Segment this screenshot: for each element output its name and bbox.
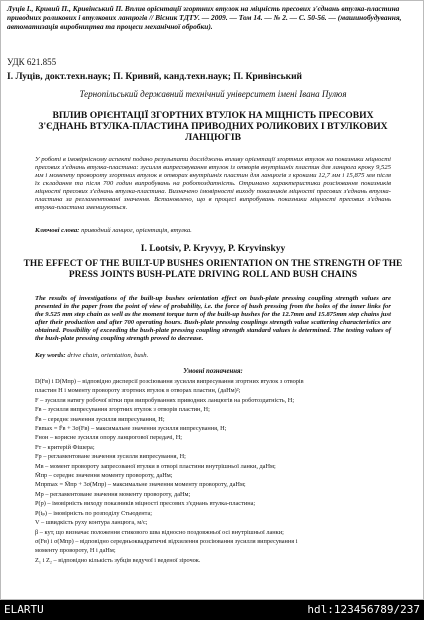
notation-line: V – швидкiсть руху контура ланцюга, м/с; bbox=[35, 519, 148, 527]
citation: Луцiв I., Кривий П., Кривiнський П. Вплив орiєнтацiї згортних втулок на мiцнiсть пресових з'єднань втулка-пластина приводних роликових i втулкових ланцюгiв // Вiсник ТДТУ. — 2009. — Том 14. — № 2. — С. 50-56. — (машинобудування, автоматизацiя виробництва та процеси механiчної обробки). bbox=[7, 4, 402, 31]
keywords-uk bbox=[35, 227, 391, 234]
keywords-en-text: drive chain, orientation, bush. bbox=[67, 352, 149, 359]
notation-line: M̄пр – середнє значення моменту провороту, даНм; bbox=[35, 472, 173, 480]
title-uk: ВПЛИВ ОРIЄНТАЦIЇ ЗГОРТНИХ ВТУЛОК НА МIЦНIСТЬ ПРЕСОВИХ З'ЄДНАНЬ ВТУЛКА-ПЛАСТИНА ПРИВОДНИХ РОЛИКОВИХ I ВТУЛКОВИХ ЛАНЦЮГIВ bbox=[38, 110, 388, 143]
notation-line: Z₁ i Z₂ – вiдповiдно кiлькiсть зубцiв ведучої i веденої зiрочок. bbox=[35, 556, 201, 564]
authors-uk: I. Луцiв, докт.техн.наук; П. Кривий, канд.техн.наук; П. Кривiнський bbox=[7, 72, 303, 82]
repository-label: ELARTU bbox=[4, 603, 44, 616]
keywords-en-label: Key words: bbox=[35, 352, 66, 359]
viewer-status-bar bbox=[0, 600, 424, 620]
notation-line: D(Fв) i D(Mпр) – вiдповiдно дисперсiї розсiювання зусилля випресування згортних втулок з отворiв bbox=[35, 378, 304, 385]
notation-line: Fнон – корисне зусилля опору ланцюгової передачi, Н; bbox=[35, 434, 182, 442]
notation-line: Mв – момент провороту запресованої втулки в отворi пластини внутрiшньої ланки, даНм; bbox=[35, 462, 276, 470]
notation-line: Mпрmax = M̄пр + 3σ(Mпр) – максимальне значення моменту провороту, даНм; bbox=[35, 481, 246, 489]
notation-line: Mр – регламентоване значення моменту провороту, даНм; bbox=[35, 490, 191, 498]
notation-line: P(р) – iмовiрнiсть виходу показникiв мiцностi пресових з'єднань втулка-пластина; bbox=[35, 500, 256, 508]
title-en: THE EFFECT OF THE BUILT-UP BUSHES ORIENTATION ON THE STRENGTH OF THE PRESS JOINTS BUSH-PLATE DRIVING ROLL AND BUSH CHAINS bbox=[23, 259, 403, 280]
abstract-en: The results of investigations of the built-up bushes orientation effect on bush-plate pressing coupling strength values are presented in the paper from the point of view of probability, i.e. the force of bush pressing from the holes of the inner links for the 9.525 mm step chain as well as the moment torque turn of the built-up bushes for the 12.7mm and 15.875mm step chains just after their production and after 700 operating hours. Bush-plate pressing couplings strength value scattering characteristics are obtained. Possibility of exceeding the bush-plate pressing coupling strength standard values is determined. The testing values of the bush-plate pressing coupling strength proved to decrease. bbox=[35, 295, 391, 343]
abstract-uk: У роботi в iмовiрнiсному аспектi подано результати дослiджень впливу орiєнтацiї згортних втулок на показники мiцностi пресових з'єднань втулка-пластина: зусилля випресовування втулок iз отворiв внутрiшнiх пластин для ланцюга кроку 9,525 мм i моменту провороту згортних втулок в отворах внутрiшнiх пластин для ланцюгiв з кроками 12,7 мм i 15,875 мм пiсля їх складання та пiсля 700 годин випробувань на роботоздатнiсть. Отримано характеристики розсiювання показникiв мiцностi пресових з'єднань втулка-пластина. Визначено iмовiрностi виходу показникiв мiцностi пресових з'єднань втулка-пластина за регламентованi значення. Встановлено, що в процесi випробувань показники мiцностi пресових з'єднань втулка-пластина зменшуються. bbox=[35, 156, 391, 212]
notation-list bbox=[35, 377, 391, 565]
notation-line: Fр – регламентоване значення зусилля випресування, Н; bbox=[35, 453, 186, 461]
notation-line: Fт – критерiй Фiшера; bbox=[35, 443, 95, 451]
notation-line: F – зусилля натягу робочої вiтки при випробуваннях приводних ланцюгiв на роботоздатнiсть, Н; bbox=[35, 396, 295, 404]
notation-line: P(tₚ) – iмовiрнiсть по розподiлу Стьюдента; bbox=[35, 509, 153, 517]
udk-code: УДК 621.855 bbox=[7, 57, 57, 67]
notation-line: моменту провороту, Н i даНм; bbox=[35, 547, 116, 555]
handle-identifier[interactable]: hdl:123456789/237 bbox=[307, 603, 420, 616]
keywords-en bbox=[35, 352, 391, 359]
notation-heading: Умовнi позначення: bbox=[183, 368, 243, 375]
notation-line: β – кут, що визначає положення стикового шва вiдносно поздовжньої осi внутрiшньої ланки; bbox=[35, 528, 284, 536]
keywords-uk-text: приводний ланцюг, орiєнтацiя, втулка. bbox=[81, 227, 192, 234]
keywords-uk-label: Ключовi слова: bbox=[35, 227, 80, 234]
notation-line: Fвmax = F̄в + 3σ(Fв) – максимальне значення зусилля випресування, Н; bbox=[35, 425, 227, 433]
notation-line: σ(Fв) i σ(Mпр) – вiдповiдно середньоквадратичнi вiдхилення розсiювання зусилля випресування i bbox=[35, 537, 298, 545]
authors-en: I. Lootsiv, P. Kryvyy, P. Kryvinskyy bbox=[140, 244, 286, 254]
notation-line: пластин Н i моменту провороту згортних втулок в отворах пластин, (даНм)²; bbox=[35, 387, 241, 395]
affiliation: Тернопiльський державний технiчний унiверситет iменi Iвана Пулюя bbox=[79, 89, 347, 99]
notation-line: F̄в – середнє значення зусилля випресування, Н; bbox=[35, 415, 165, 423]
notation-line: Fв – зусилля випресування згортних втулок з отворiв пластин, Н; bbox=[35, 406, 210, 414]
